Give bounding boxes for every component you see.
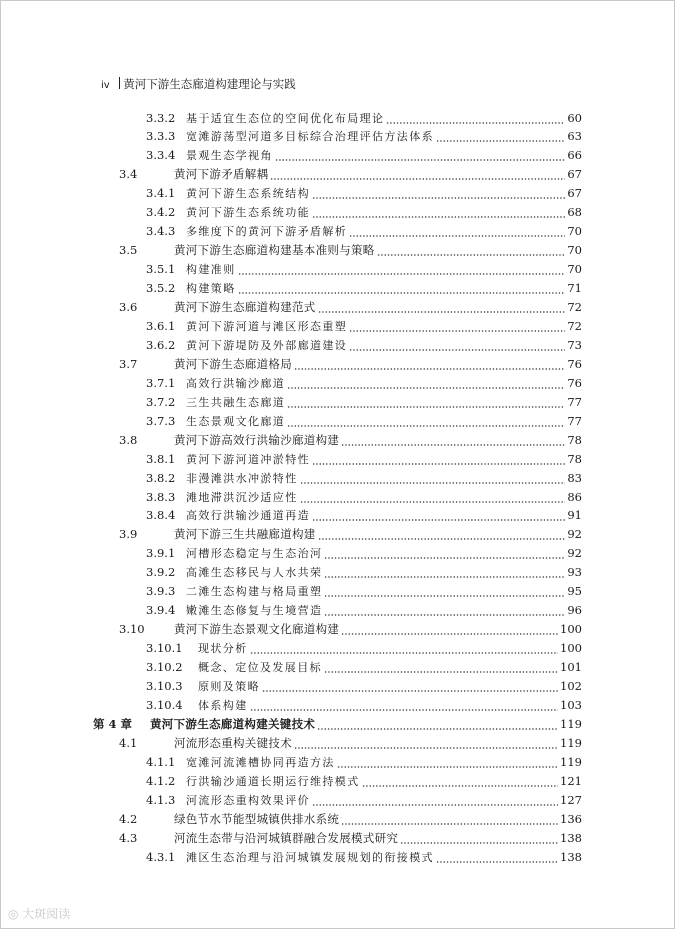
toc-dot-leader xyxy=(312,450,565,469)
toc-dot-leader xyxy=(275,146,566,165)
toc-entry-title: 高效行洪输沙廊道 xyxy=(186,376,286,390)
toc-entry-number: 3.8.1 xyxy=(146,451,176,466)
toc-entry[interactable] xyxy=(146,848,582,867)
toc-page-number: 73 xyxy=(567,337,582,352)
toc-dot-leader xyxy=(362,772,558,791)
toc-entry-title: 黄河下游生态系统结构 xyxy=(186,187,310,201)
toc-entry-number: 3.4.1 xyxy=(146,186,176,201)
toc-page-number: 121 xyxy=(560,773,582,788)
toc-entry-title: 黄河下游生态廊道构建基本准则与策略 xyxy=(174,243,375,258)
toc-entry-title: 多维度下的黄河下游矛盾解析 xyxy=(186,225,348,239)
toc-entry-title: 构建策略 xyxy=(186,282,236,296)
toc-dot-leader xyxy=(318,525,566,544)
toc-page-number: 136 xyxy=(560,811,582,826)
toc-entry-number: 3.8.4 xyxy=(146,508,176,523)
toc-page-number: 95 xyxy=(567,584,582,599)
toc-dot-leader xyxy=(250,639,558,658)
toc-page-number: 66 xyxy=(567,148,582,163)
toc-entry-title: 滩区生态治理与沿河城镇发展规划的衔接模式 xyxy=(186,850,434,864)
toc-entry[interactable] xyxy=(119,810,582,829)
toc-entry[interactable] xyxy=(146,582,582,601)
toc-entry-title: 原则及策略 xyxy=(198,680,260,693)
toc-entry-number: 4.3.1 xyxy=(146,849,176,864)
watermark-logo: ◎ 大斑阅读 xyxy=(8,907,71,921)
toc-entry-title: 黄河下游生态景观文化廊道构建 xyxy=(174,622,340,637)
toc-page-number: 100 xyxy=(560,641,582,656)
toc-entry[interactable] xyxy=(146,127,582,146)
toc-page-number: 71 xyxy=(567,281,582,296)
toc-page-number: 119 xyxy=(560,716,582,731)
toc-entry[interactable] xyxy=(119,165,582,184)
toc-entry-number: 3.3.3 xyxy=(146,129,176,144)
toc-entry-title: 高滩生态移民与人水共荣 xyxy=(186,566,323,580)
toc-entry-number: 3.6.1 xyxy=(146,318,176,333)
toc-page-number: 70 xyxy=(567,262,582,277)
toc-entry-title: 黄河下游河道冲淤特性 xyxy=(186,452,310,466)
toc-entry-number: 第 4 章 xyxy=(93,716,133,731)
toc-entry[interactable] xyxy=(119,355,582,374)
toc-entry[interactable] xyxy=(146,772,582,791)
toc-entry-title: 非漫滩洪水冲淤特性 xyxy=(186,471,298,485)
toc-dot-leader xyxy=(287,412,565,431)
toc-entry-title: 河流形态重构关键技术 xyxy=(174,735,292,750)
toc-chapter-entry[interactable] xyxy=(93,715,582,734)
toc-page-number: 68 xyxy=(567,205,582,220)
toc-dot-leader xyxy=(324,601,565,620)
toc-page-number: 96 xyxy=(567,603,582,618)
toc-entry[interactable] xyxy=(146,791,582,810)
toc-dot-leader xyxy=(287,393,565,412)
toc-entry-number: 4.1.2 xyxy=(146,773,176,788)
toc-entry-title: 河槽形态稳定与生态治河 xyxy=(186,547,323,561)
toc-entry-number: 3.8 xyxy=(119,432,138,447)
toc-entry-number: 3.5.2 xyxy=(146,281,176,296)
toc-entry-number: 4.3 xyxy=(119,830,138,845)
toc-entry-number: 3.9.4 xyxy=(146,603,176,618)
toc-entry[interactable] xyxy=(146,753,582,772)
toc-entry[interactable] xyxy=(119,241,582,260)
toc-entry[interactable] xyxy=(119,298,582,317)
toc-page-number: 78 xyxy=(567,451,582,466)
toc-page-number: 86 xyxy=(567,489,582,504)
toc-entry-title: 现状分析 xyxy=(198,642,248,656)
toc-entry-title: 河流形态重构效果评价 xyxy=(186,793,310,807)
toc-entry[interactable] xyxy=(146,469,582,488)
toc-page-number: 60 xyxy=(567,110,582,125)
toc-entry-title: 滩地滞洪沉沙适应性 xyxy=(186,490,298,504)
toc-entry-title: 高效行洪输沙通道再造 xyxy=(186,509,310,523)
toc-dot-leader xyxy=(377,241,566,260)
toc-entry-number: 4.1 xyxy=(119,735,138,750)
toc-dot-leader xyxy=(294,734,558,753)
toc-entry-title: 黄河下游堤防及外部廊道建设 xyxy=(186,338,348,352)
toc-page-number: 92 xyxy=(567,546,582,561)
toc-entry[interactable] xyxy=(146,488,582,507)
toc-entry-number: 3.3.2 xyxy=(146,110,176,125)
toc-entry-title: 基于适宜生态位的空间优化布局理论 xyxy=(186,111,385,125)
toc-entry-title: 体系构建 xyxy=(198,698,248,712)
toc-page-number: 67 xyxy=(567,186,582,201)
toc-dot-leader xyxy=(436,848,558,867)
toc-entry[interactable] xyxy=(146,658,582,677)
toc-entry-number: 3.5.1 xyxy=(146,262,176,277)
toc-page-number: 70 xyxy=(567,224,582,239)
toc-dot-leader xyxy=(341,620,558,639)
toc-dot-leader xyxy=(294,355,565,374)
toc-entry-title: 黄河下游河道与滩区形态重塑 xyxy=(186,319,348,333)
toc-page-number: 93 xyxy=(567,565,582,580)
toc-entry-number: 4.1.1 xyxy=(146,754,176,769)
toc-entry[interactable] xyxy=(146,317,582,336)
toc-dot-leader xyxy=(238,279,566,298)
toc-entry-title: 黄河下游生态廊道构建关键技术 xyxy=(150,716,316,731)
toc-entry[interactable] xyxy=(146,639,582,658)
toc-page-number: 102 xyxy=(560,679,582,693)
toc-entry[interactable] xyxy=(146,412,582,431)
toc-page-number: 127 xyxy=(560,792,582,807)
toc-dot-leader xyxy=(341,431,565,450)
toc-entry-number: 4.2 xyxy=(119,811,138,826)
toc-entry-number: 3.4.3 xyxy=(146,224,176,239)
toc-entry-number: 3.7 xyxy=(119,356,138,371)
toc-entry[interactable] xyxy=(146,506,582,525)
toc-page-number: 63 xyxy=(567,129,582,144)
toc-entry-number: 3.4.2 xyxy=(146,205,176,220)
toc-entry[interactable] xyxy=(146,393,582,412)
toc-entry-number: 3.10.4 xyxy=(146,697,183,712)
toc-entry[interactable] xyxy=(119,431,582,450)
toc-entry[interactable] xyxy=(146,374,582,393)
toc-entry[interactable] xyxy=(119,829,582,848)
running-header xyxy=(101,76,296,94)
toc-entry[interactable] xyxy=(119,620,582,639)
toc-entry-title: 生态景观文化廊道 xyxy=(186,414,286,428)
toc-entry-title: 宽滩河流滩槽协同再造方法 xyxy=(186,755,335,769)
toc-dot-leader xyxy=(312,791,558,810)
toc-entry[interactable] xyxy=(146,109,582,128)
toc-entry-title: 景观生态学视角 xyxy=(186,149,273,163)
toc-page-number: 100 xyxy=(560,622,582,637)
toc-entry-title: 二滩生态构建与格局重塑 xyxy=(186,585,323,599)
toc-dot-leader xyxy=(270,165,565,184)
toc-entry-number: 3.10 xyxy=(119,622,145,637)
toc-page-number: 103 xyxy=(560,697,582,712)
toc-dot-leader xyxy=(262,677,558,696)
toc-entry-title: 三生共融生态廊道 xyxy=(186,395,286,409)
toc-entry[interactable] xyxy=(146,222,582,241)
toc-entry-title: 黄河下游高效行洪输沙廊道构建 xyxy=(174,432,340,447)
toc-page-number: 76 xyxy=(567,375,582,390)
toc-entry-number: 3.9.2 xyxy=(146,565,176,580)
toc-page-number: 67 xyxy=(567,167,582,182)
toc-dot-leader xyxy=(341,810,558,829)
toc-dot-leader xyxy=(318,298,566,317)
toc-dot-leader xyxy=(324,544,565,563)
toc-entry-number: 3.9 xyxy=(119,527,138,542)
toc-page-number: 138 xyxy=(560,849,582,864)
toc-entry[interactable] xyxy=(146,146,582,165)
toc-page-number: 70 xyxy=(567,243,582,258)
toc-dot-leader xyxy=(324,658,558,677)
toc-dot-leader xyxy=(300,469,566,488)
toc-entry-number: 3.7.3 xyxy=(146,413,176,428)
toc-dot-leader xyxy=(337,753,558,772)
toc-dot-leader xyxy=(349,317,565,336)
toc-entry-number: 3.10.3 xyxy=(146,679,183,693)
toc-entry-number: 3.9.3 xyxy=(146,584,176,599)
toc-entry-number: 4.1.3 xyxy=(146,792,176,807)
toc-entry-title: 黄河下游生态廊道格局 xyxy=(174,356,292,371)
toc-entry-number: 3.4 xyxy=(119,167,138,182)
toc-dot-leader xyxy=(400,829,558,848)
toc-entry-number: 3.7.2 xyxy=(146,394,176,409)
toc-entry[interactable] xyxy=(146,544,582,563)
toc-dot-leader xyxy=(324,563,565,582)
toc-entry[interactable] xyxy=(146,336,582,355)
toc-entry-title: 宽滩游荡型河道多目标综合治理评估方法体系 xyxy=(186,130,434,144)
toc-page-number: 76 xyxy=(567,356,582,371)
toc-dot-leader xyxy=(386,109,565,128)
toc-entry-title: 河流生态带与沿河城镇群融合发展模式研究 xyxy=(174,830,399,845)
toc-entry-number: 3.6 xyxy=(119,300,138,314)
toc-dot-leader xyxy=(349,336,565,355)
toc-dot-leader xyxy=(312,184,565,203)
toc-page-number: 101 xyxy=(560,660,582,675)
toc-page-number: 72 xyxy=(567,318,582,333)
toc-entry-number: 3.9.1 xyxy=(146,546,176,561)
toc-page-number: 78 xyxy=(567,432,582,447)
toc-entry[interactable] xyxy=(146,696,582,715)
toc-dot-leader xyxy=(250,696,558,715)
toc-page-number: 92 xyxy=(567,527,582,542)
toc-entry[interactable] xyxy=(146,677,582,696)
toc-entry-number: 3.6.2 xyxy=(146,337,176,352)
toc-entry[interactable] xyxy=(146,184,582,203)
toc-page-number: 119 xyxy=(560,735,582,750)
toc-entry[interactable] xyxy=(146,450,582,469)
toc-dot-leader xyxy=(238,260,566,279)
toc-page-number: 83 xyxy=(567,470,582,485)
toc-entry[interactable] xyxy=(146,203,582,222)
toc-entry-number: 3.7.1 xyxy=(146,375,176,390)
toc-entry-title: 嫩滩生态修复与生境营造 xyxy=(186,604,323,618)
toc-entry-number: 3.8.2 xyxy=(146,470,176,485)
toc-entry-title: 构建准则 xyxy=(186,263,236,277)
toc-page-number: 77 xyxy=(567,394,582,409)
header-page-number: iv xyxy=(101,80,110,91)
toc-entry-title: 黄河下游生态系统功能 xyxy=(186,206,310,220)
header-divider xyxy=(119,77,121,89)
toc-dot-leader xyxy=(312,506,565,525)
toc-page-number: 119 xyxy=(560,754,582,769)
toc-entry-number: 3.3.4 xyxy=(146,148,176,163)
toc-entry-number: 3.10.1 xyxy=(146,641,183,656)
toc-entry-number: 3.8.3 xyxy=(146,489,176,504)
toc-entry[interactable] xyxy=(146,279,582,298)
toc-page-number: 72 xyxy=(567,300,582,314)
toc-dot-leader xyxy=(436,127,565,146)
toc-entry[interactable] xyxy=(146,601,582,620)
toc-entry-title: 绿色节水节能型城镇供排水系统 xyxy=(174,811,340,826)
toc-page-number: 77 xyxy=(567,413,582,428)
toc-entry[interactable] xyxy=(119,734,582,753)
toc-entry-title: 黄河下游三生共融廊道构建 xyxy=(174,527,316,542)
toc-dot-leader xyxy=(300,488,566,507)
toc-dot-leader xyxy=(287,374,565,393)
toc-page-number: 91 xyxy=(567,508,582,523)
toc-entry-number: 3.5 xyxy=(119,243,138,258)
toc-entry-title: 概念、定位及发展目标 xyxy=(198,661,322,675)
toc-dot-leader xyxy=(324,582,565,601)
toc-entry[interactable] xyxy=(146,563,582,582)
toc-entry-title: 黄河下游矛盾解耦 xyxy=(174,167,269,182)
toc-dot-leader xyxy=(312,203,565,222)
toc-dot-leader xyxy=(349,222,565,241)
toc-entry-title: 行洪输沙通道长期运行维持模式 xyxy=(186,774,360,788)
toc-entry-number: 3.10.2 xyxy=(146,660,183,675)
toc-entry[interactable] xyxy=(146,260,582,279)
toc-dot-leader xyxy=(317,715,558,734)
header-book-title: 黄河下游生态廊道构建理论与实践 xyxy=(123,77,296,91)
toc-page-number: 138 xyxy=(560,830,582,845)
toc-entry[interactable] xyxy=(119,525,582,544)
toc-entry-title: 黄河下游生态廊道构建范式 xyxy=(174,300,316,314)
